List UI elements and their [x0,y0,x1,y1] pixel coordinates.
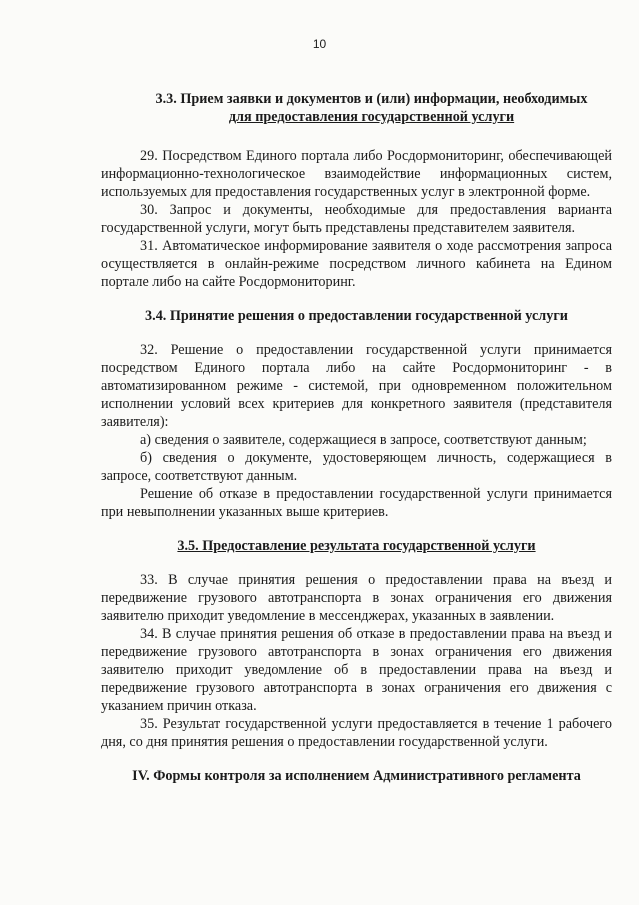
section-3-5-heading-text: 3.5. Предоставление результата государственной услуги [177,538,536,554]
paragraph-35: 35. Результат государственной услуги предоставляется в течение 1 рабочего дня, со дня принятия решения о предоставлении государственной услуги. [101,716,612,750]
section-3-3-heading [101,90,612,126]
criterion-a: а) сведения о заявителе, содержащиеся в запросе, соответствуют данным; [140,432,587,448]
section-3-4-heading [101,307,612,325]
paragraph-29: 29. Посредством Единого портала либо Росдормониторинг, обеспечивающей информационно-технологическое взаимодействие информационных систем, используемых для предоставления государственных услуг в электронной форме. [101,148,612,200]
section-3-3-heading-line1: 3.3. Прием заявки и документов и (или) информации, необходимых [155,91,588,107]
paragraph-33: 33. В случае принятия решения о предоставлении права на въезд и передвижение грузового автотранспорта в зонах ограничения его движения заявителю приходит уведомление в мессенджерах, указанных в заявлении. [101,572,612,624]
section-3-5-heading [101,537,612,555]
paragraph-31: 31. Автоматическое информирование заявителя о ходе рассмотрения запроса осуществляется в онлайн-режиме посредством личного кабинета на Едином портале либо на сайте Росдормониторинг. [101,238,612,290]
paragraph-34: 34. В случае принятия решения об отказе в предоставлении права на въезд и передвижение грузового автотранспорта в зонах ограничения его движения заявителю приходит уведомление об в предоставлении права на въезд и передвижение грузового автотранспорта в зонах ограничения его движения с указанием причин отказа. [101,626,612,714]
page-number: 10 [312,37,327,51]
section-3-3-heading-line2: для предоставления государственной услуги [228,109,515,125]
paragraph-30: 30. Запрос и документы, необходимые для предоставления варианта государственной услуги, могут быть представлены представителем заявителя. [101,202,612,236]
document-body [101,90,612,785]
refusal-paragraph: Решение об отказе в предоставлении государственной услуги принимается при невыполнении указанных выше критериев. [101,486,612,520]
section-3-4-heading-text: 3.4. Принятие решения о предоставлении государственной услуги [145,308,568,324]
criterion-b: б) сведения о документе, удостоверяющем личность, содержащиеся в запросе, соответствуют данным. [101,450,612,484]
paragraph-32: 32. Решение о предоставлении государственной услуги принимается посредством Единого портала либо на сайте Росдормониторинг - в автоматизированном режиме - системой, при одновременном положительном исполнении условий всех критериев для конкретного заявителя (представителя заявителя): [101,342,612,430]
section-4-heading-text: IV. Формы контроля за исполнением Административного регламента [132,768,581,784]
section-4-heading [101,767,612,785]
